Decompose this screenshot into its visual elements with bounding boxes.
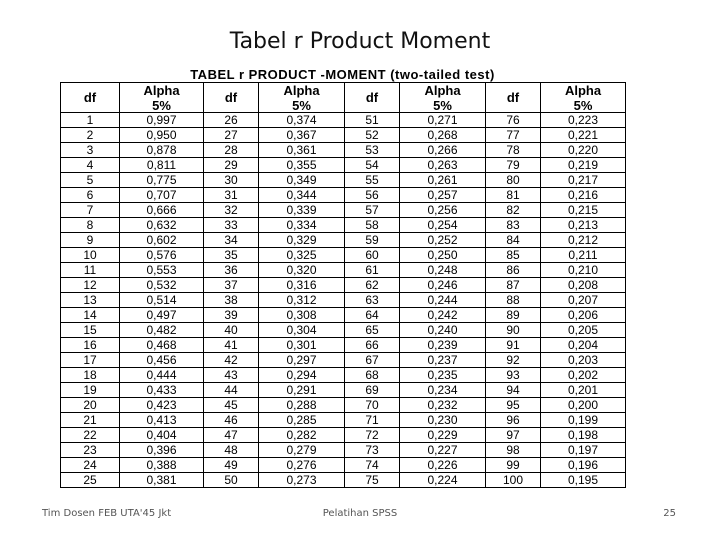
r-value-cell: 0,263 <box>400 158 486 173</box>
r-value-cell: 0,211 <box>541 248 626 263</box>
df-cell: 28 <box>204 143 259 158</box>
r-value-cell: 0,329 <box>259 233 345 248</box>
r-value-cell: 0,226 <box>400 458 486 473</box>
r-value-cell: 0,213 <box>541 218 626 233</box>
col-header-alpha-4: Alpha <box>541 83 626 99</box>
r-value-cell: 0,215 <box>541 203 626 218</box>
r-value-cell: 0,256 <box>400 203 486 218</box>
df-cell: 4 <box>61 158 120 173</box>
df-cell: 87 <box>486 278 541 293</box>
df-cell: 93 <box>486 368 541 383</box>
r-value-cell: 0,197 <box>541 443 626 458</box>
r-value-cell: 0,202 <box>541 368 626 383</box>
table-row <box>61 458 626 473</box>
r-value-cell: 0,433 <box>120 383 204 398</box>
footer-author: Tim Dosen FEB UTA'45 Jkt <box>42 508 172 519</box>
r-value-cell: 0,276 <box>259 458 345 473</box>
df-cell: 1 <box>61 113 120 128</box>
r-value-cell: 0,361 <box>259 143 345 158</box>
df-cell: 99 <box>486 458 541 473</box>
df-cell: 29 <box>204 158 259 173</box>
df-cell: 40 <box>204 323 259 338</box>
df-cell: 30 <box>204 173 259 188</box>
df-cell: 76 <box>486 113 541 128</box>
r-value-cell: 0,250 <box>400 248 486 263</box>
r-value-cell: 0,312 <box>259 293 345 308</box>
df-cell: 37 <box>204 278 259 293</box>
r-value-cell: 0,374 <box>259 113 345 128</box>
r-value-cell: 0,224 <box>400 473 486 488</box>
r-value-cell: 0,320 <box>259 263 345 278</box>
table-row <box>61 173 626 188</box>
r-value-cell: 0,200 <box>541 398 626 413</box>
df-cell: 68 <box>345 368 400 383</box>
df-cell: 63 <box>345 293 400 308</box>
r-value-cell: 0,220 <box>541 143 626 158</box>
df-cell: 16 <box>61 338 120 353</box>
r-value-cell: 0,195 <box>541 473 626 488</box>
df-cell: 70 <box>345 398 400 413</box>
r-value-cell: 0,223 <box>541 113 626 128</box>
df-cell: 60 <box>345 248 400 263</box>
r-value-cell: 0,212 <box>541 233 626 248</box>
r-value-cell: 0,316 <box>259 278 345 293</box>
r-value-cell: 0,532 <box>120 278 204 293</box>
r-value-cell: 0,257 <box>400 188 486 203</box>
df-cell: 55 <box>345 173 400 188</box>
col-header-alpha-3: Alpha <box>400 83 486 99</box>
df-cell: 36 <box>204 263 259 278</box>
r-value-cell: 0,388 <box>120 458 204 473</box>
df-cell: 80 <box>486 173 541 188</box>
r-value-cell: 0,227 <box>400 443 486 458</box>
r-value-cell: 0,217 <box>541 173 626 188</box>
table-row <box>61 278 626 293</box>
df-cell: 82 <box>486 203 541 218</box>
col-header-alpha-2: Alpha <box>259 83 345 99</box>
r-value-cell: 0,252 <box>400 233 486 248</box>
df-cell: 57 <box>345 203 400 218</box>
r-value-cell: 0,203 <box>541 353 626 368</box>
r-value-cell: 0,334 <box>259 218 345 233</box>
col-header-level-3: 5% <box>400 98 486 113</box>
r-value-cell: 0,246 <box>400 278 486 293</box>
col-header-df-1: df <box>61 83 120 113</box>
df-cell: 61 <box>345 263 400 278</box>
table-row <box>61 368 626 383</box>
r-value-cell: 0,482 <box>120 323 204 338</box>
df-cell: 39 <box>204 308 259 323</box>
r-value-cell: 0,396 <box>120 443 204 458</box>
df-cell: 14 <box>61 308 120 323</box>
r-value-cell: 0,456 <box>120 353 204 368</box>
df-cell: 94 <box>486 383 541 398</box>
df-cell: 71 <box>345 413 400 428</box>
r-value-cell: 0,344 <box>259 188 345 203</box>
table-row <box>61 248 626 263</box>
table-row <box>61 428 626 443</box>
col-header-alpha-1: Alpha <box>120 83 204 99</box>
r-value-cell: 0,308 <box>259 308 345 323</box>
table-row <box>61 128 626 143</box>
df-cell: 59 <box>345 233 400 248</box>
r-value-cell: 0,339 <box>259 203 345 218</box>
r-value-cell: 0,950 <box>120 128 204 143</box>
df-cell: 78 <box>486 143 541 158</box>
df-cell: 50 <box>204 473 259 488</box>
df-cell: 54 <box>345 158 400 173</box>
df-cell: 84 <box>486 233 541 248</box>
table-row <box>61 338 626 353</box>
df-cell: 79 <box>486 158 541 173</box>
df-cell: 33 <box>204 218 259 233</box>
df-cell: 45 <box>204 398 259 413</box>
df-cell: 85 <box>486 248 541 263</box>
r-value-cell: 0,304 <box>259 323 345 338</box>
df-cell: 31 <box>204 188 259 203</box>
r-value-cell: 0,273 <box>259 473 345 488</box>
df-cell: 8 <box>61 218 120 233</box>
r-value-cell: 0,254 <box>400 218 486 233</box>
r-value-cell: 0,268 <box>400 128 486 143</box>
r-value-cell: 0,349 <box>259 173 345 188</box>
r-value-cell: 0,234 <box>400 383 486 398</box>
r-value-cell: 0,248 <box>400 263 486 278</box>
r-value-cell: 0,514 <box>120 293 204 308</box>
df-cell: 27 <box>204 128 259 143</box>
r-value-cell: 0,367 <box>259 128 345 143</box>
df-cell: 69 <box>345 383 400 398</box>
df-cell: 91 <box>486 338 541 353</box>
df-cell: 35 <box>204 248 259 263</box>
r-value-cell: 0,208 <box>541 278 626 293</box>
r-value-cell: 0,196 <box>541 458 626 473</box>
df-cell: 74 <box>345 458 400 473</box>
r-value-cell: 0,261 <box>400 173 486 188</box>
r-value-cell: 0,423 <box>120 398 204 413</box>
r-value-cell: 0,221 <box>541 128 626 143</box>
r-value-cell: 0,576 <box>120 248 204 263</box>
df-cell: 34 <box>204 233 259 248</box>
r-value-cell: 0,497 <box>120 308 204 323</box>
r-value-cell: 0,229 <box>400 428 486 443</box>
r-value-cell: 0,279 <box>259 443 345 458</box>
r-value-cell: 0,230 <box>400 413 486 428</box>
df-cell: 9 <box>61 233 120 248</box>
df-cell: 43 <box>204 368 259 383</box>
df-cell: 15 <box>61 323 120 338</box>
slide-title: Tabel r Product Moment <box>229 29 491 54</box>
df-cell: 52 <box>345 128 400 143</box>
r-value-cell: 0,381 <box>120 473 204 488</box>
table-header-row <box>61 83 626 99</box>
df-cell: 53 <box>345 143 400 158</box>
table-row <box>61 143 626 158</box>
page-number: 25 <box>663 508 676 519</box>
r-value-cell: 0,997 <box>120 113 204 128</box>
table-row <box>61 113 626 128</box>
r-value-cell: 0,632 <box>120 218 204 233</box>
df-cell: 5 <box>61 173 120 188</box>
r-value-cell: 0,404 <box>120 428 204 443</box>
df-cell: 26 <box>204 113 259 128</box>
table-subheader-row <box>61 98 626 113</box>
df-cell: 10 <box>61 248 120 263</box>
table-row <box>61 443 626 458</box>
r-value-cell: 0,207 <box>541 293 626 308</box>
df-cell: 58 <box>345 218 400 233</box>
df-cell: 11 <box>61 263 120 278</box>
r-value-cell: 0,235 <box>400 368 486 383</box>
col-header-df-2: df <box>204 83 259 113</box>
df-cell: 19 <box>61 383 120 398</box>
df-cell: 73 <box>345 443 400 458</box>
r-value-cell: 0,206 <box>541 308 626 323</box>
table-row <box>61 188 626 203</box>
df-cell: 24 <box>61 458 120 473</box>
r-value-cell: 0,244 <box>400 293 486 308</box>
r-value-cell: 0,266 <box>400 143 486 158</box>
r-value-cell: 0,205 <box>541 323 626 338</box>
table-heading: TABEL r PRODUCT -MOMENT (two-tailed test) <box>190 67 495 82</box>
r-table-figure <box>60 67 625 487</box>
table-row <box>61 323 626 338</box>
table-body <box>61 113 626 488</box>
table-row <box>61 158 626 173</box>
col-header-level-4: 5% <box>541 98 626 113</box>
table-row <box>61 263 626 278</box>
df-cell: 25 <box>61 473 120 488</box>
df-cell: 48 <box>204 443 259 458</box>
table-row <box>61 218 626 233</box>
r-value-cell: 0,237 <box>400 353 486 368</box>
df-cell: 47 <box>204 428 259 443</box>
df-cell: 65 <box>345 323 400 338</box>
df-cell: 23 <box>61 443 120 458</box>
df-cell: 42 <box>204 353 259 368</box>
df-cell: 46 <box>204 413 259 428</box>
df-cell: 6 <box>61 188 120 203</box>
r-value-cell: 0,294 <box>259 368 345 383</box>
df-cell: 92 <box>486 353 541 368</box>
r-value-cell: 0,444 <box>120 368 204 383</box>
df-cell: 81 <box>486 188 541 203</box>
df-cell: 67 <box>345 353 400 368</box>
df-cell: 95 <box>486 398 541 413</box>
r-value-cell: 0,468 <box>120 338 204 353</box>
df-cell: 41 <box>204 338 259 353</box>
df-cell: 38 <box>204 293 259 308</box>
r-value-cell: 0,271 <box>400 113 486 128</box>
col-header-df-3: df <box>345 83 400 113</box>
df-cell: 2 <box>61 128 120 143</box>
df-cell: 49 <box>204 458 259 473</box>
df-cell: 21 <box>61 413 120 428</box>
df-cell: 96 <box>486 413 541 428</box>
df-cell: 89 <box>486 308 541 323</box>
r-value-cell: 0,285 <box>259 413 345 428</box>
r-value-cell: 0,297 <box>259 353 345 368</box>
col-header-level-1: 5% <box>120 98 204 113</box>
table-row <box>61 383 626 398</box>
df-cell: 56 <box>345 188 400 203</box>
table-row <box>61 413 626 428</box>
r-value-cell: 0,204 <box>541 338 626 353</box>
r-value-cell: 0,282 <box>259 428 345 443</box>
table-row <box>61 203 626 218</box>
df-cell: 90 <box>486 323 541 338</box>
table-row <box>61 233 626 248</box>
r-value-cell: 0,707 <box>120 188 204 203</box>
df-cell: 18 <box>61 368 120 383</box>
r-value-cell: 0,240 <box>400 323 486 338</box>
r-value-cell: 0,811 <box>120 158 204 173</box>
df-cell: 7 <box>61 203 120 218</box>
r-value-cell: 0,355 <box>259 158 345 173</box>
r-value-cell: 0,775 <box>120 173 204 188</box>
r-value-cell: 0,878 <box>120 143 204 158</box>
col-header-level-2: 5% <box>259 98 345 113</box>
footer-title: Pelatihan SPSS <box>322 508 398 519</box>
table-row <box>61 308 626 323</box>
r-value-cell: 0,666 <box>120 203 204 218</box>
r-value-cell: 0,553 <box>120 263 204 278</box>
r-value-cell: 0,242 <box>400 308 486 323</box>
df-cell: 20 <box>61 398 120 413</box>
df-cell: 97 <box>486 428 541 443</box>
r-value-cell: 0,239 <box>400 338 486 353</box>
df-cell: 32 <box>204 203 259 218</box>
r-value-cell: 0,198 <box>541 428 626 443</box>
r-value-cell: 0,199 <box>541 413 626 428</box>
table-row <box>61 293 626 308</box>
df-cell: 3 <box>61 143 120 158</box>
df-cell: 72 <box>345 428 400 443</box>
table-row <box>61 473 626 488</box>
df-cell: 83 <box>486 218 541 233</box>
r-value-cell: 0,216 <box>541 188 626 203</box>
df-cell: 12 <box>61 278 120 293</box>
df-cell: 62 <box>345 278 400 293</box>
df-cell: 77 <box>486 128 541 143</box>
df-cell: 13 <box>61 293 120 308</box>
df-cell: 98 <box>486 443 541 458</box>
r-value-cell: 0,413 <box>120 413 204 428</box>
r-value-cell: 0,210 <box>541 263 626 278</box>
col-header-df-4: df <box>486 83 541 113</box>
r-product-moment-table <box>60 82 626 488</box>
df-cell: 100 <box>486 473 541 488</box>
r-value-cell: 0,602 <box>120 233 204 248</box>
df-cell: 44 <box>204 383 259 398</box>
df-cell: 86 <box>486 263 541 278</box>
df-cell: 64 <box>345 308 400 323</box>
df-cell: 17 <box>61 353 120 368</box>
r-value-cell: 0,219 <box>541 158 626 173</box>
df-cell: 51 <box>345 113 400 128</box>
r-value-cell: 0,325 <box>259 248 345 263</box>
table-row <box>61 353 626 368</box>
r-value-cell: 0,201 <box>541 383 626 398</box>
df-cell: 66 <box>345 338 400 353</box>
df-cell: 88 <box>486 293 541 308</box>
r-value-cell: 0,288 <box>259 398 345 413</box>
df-cell: 22 <box>61 428 120 443</box>
r-value-cell: 0,232 <box>400 398 486 413</box>
r-value-cell: 0,301 <box>259 338 345 353</box>
r-value-cell: 0,291 <box>259 383 345 398</box>
table-row <box>61 398 626 413</box>
df-cell: 75 <box>345 473 400 488</box>
